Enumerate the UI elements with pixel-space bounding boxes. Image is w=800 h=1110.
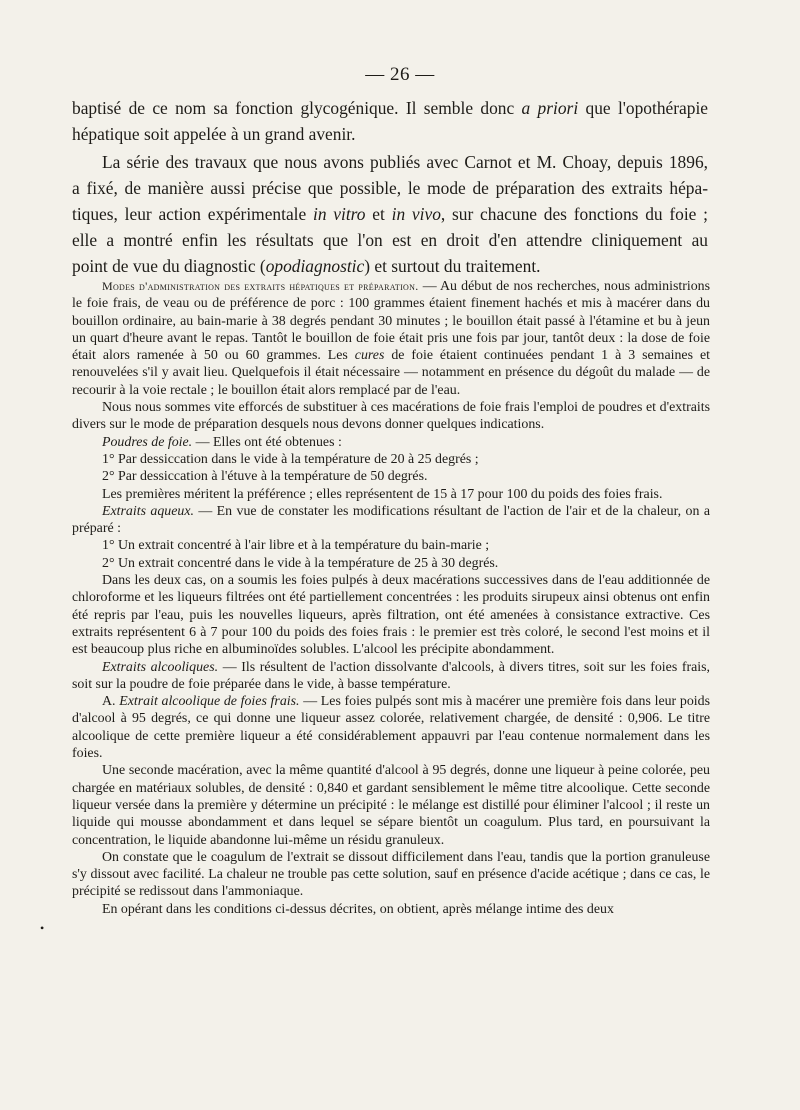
serie-line-3 (72, 201, 708, 227)
serie-paragraph (72, 149, 708, 279)
paragraph-aqueux (72, 503, 710, 538)
list-item-poudres-2: 2° Par dessiccation à l'étuve à la température de 50 degrés. (102, 469, 428, 485)
text-run: — Elles ont été obtenues : (192, 434, 342, 450)
serie-line-5 (72, 253, 708, 279)
margin-mark: • (40, 921, 45, 935)
text-run: et (372, 204, 385, 225)
text-run: de foie étaient continuées pendant 1 à 3 semaines et renouvelées s'il y avait lieu. Quelquefois il était nécessaire — notamment en présence du dégoût du malade — de recourir à la voie rectale ; le bouillon était alors remplacé par de l'eau. (72, 348, 710, 398)
italic-run: cures (354, 348, 385, 364)
text-run: , sur chacune des fonctions du foie ; (440, 204, 708, 225)
italic-run: Extraits aqueux. (102, 503, 194, 519)
italic-run: in vitro (313, 204, 366, 225)
paragraph-modes (72, 278, 710, 399)
text-run: — Les foies pulpés sont mis à macérer une première fois dans leur poids d'alcool à 95 degrés, ce qui donne une liqueur assez colorée, relativement chargée, de densité : 0,906. Le titre alcoolique de cette première liqueur a été considérablement appauvri par l'eau contenue normalement dans les foies. (72, 694, 710, 762)
italic-run: opodiagnostic (265, 256, 365, 277)
list-item-poudres-1: 1° Par dessiccation dans le vide à la température de 20 à 25 degrés ; (102, 451, 479, 467)
paragraph-alcooliques (72, 659, 710, 694)
intro-line-2: hépatique soit appelée à un grand avenir. (72, 124, 356, 145)
italic-run: Extrait alcoolique de foies frais. (119, 694, 300, 710)
paragraph-a (72, 693, 710, 762)
text-run: ) et surtout du traitement. (364, 256, 541, 277)
paragraph-seconde: Une seconde macération, avec la même quantité d'alcool à 95 degrés, donne une liqueur à peine colorée, peu chargée en matériaux solubles, de densité : 0,840 et gardant sensiblement le même titre alcoolique. Cette seconde liqueur versée dans la première y détermine un précipité : le mélange est distillé pour éliminer l'alcool ; il reste un liquide qui mousse abondamment et dans lequel se sépare bientôt un coagulum. Plus tard, en poursuivant la concentration, le liquide abandonne lui-même un résidu granuleux. (72, 763, 710, 848)
paragraph-constate: On constate que le coagulum de l'extrait se dissout difficilement dans l'eau, tandis que la portion granuleuse s'y dissout avec facilité. La chaleur ne trouble pas cette solution, sauf en présence d'acide acétique ; dans ce cas, le précipité se redissout dans l'ammoniaque. (72, 849, 710, 900)
text-run: point de vue du diagnostic ( (72, 256, 266, 277)
page-number: — 26 — (365, 64, 435, 85)
serie-line-2: a fixé, de manière aussi précise que possible, le mode de préparation des extraits hépa- (72, 178, 708, 199)
paragraph-deux-cas: Dans les deux cas, on a soumis les foies pulpés à deux macérations successives dans de l'eau additionnée de chloroforme et les liqueurs filtrées ont été partiellement concentrées : les produits sirupeux ainsi obtenus ont enfin été repris par l'eau, puis les nouvelles liqueurs, après filtration, ont été amenées à consistance extractive. Ces extraits représentent 6 à 7 pour 100 du poids des foies frais : le premier est très coloré, le second l'est moins et il est beaucoup plus riche en albuminoïdes solubles. L'alcool les précipite abondamment. (72, 573, 710, 658)
section-heading: Modes d'administration des extraits hépatiques et préparation. (102, 279, 419, 293)
text-run: que l'opothérapie (585, 98, 708, 118)
body-small-text (72, 278, 710, 918)
serie-line-4: elle a montré enfin les résultats que l'on est en droit d'en attendre cliniquement au (72, 230, 708, 251)
paragraph-substituer: Nous nous sommes vite efforcés de substituer à ces macérations de foie frais l'emploi de poudres et d'extraits divers sur le mode de préparation desquels nous devons donner quelques indications. (72, 400, 710, 433)
text-run: tiques, leur action expérimentale (72, 204, 307, 225)
text-run: — Au début de nos recherches, nous administrions le foie frais, de veau ou de préférence de porc : 100 grammes étaient finement hachés et mis à macérer dans du bouillon ordinaire, au bain-marie à 38 degrés pendant 30 minutes ; le bouillon était passé à l'étamine et bu à jeun un quart d'heure avant le repas. Tantôt le bouillon de foie était pris une fois par jour, tantôt deux : la dose de foie était alors ramenée à 50 ou 60 grammes. Les (72, 279, 710, 364)
intro-paragraph (72, 95, 708, 147)
paragraph-premieres: Les premières méritent la préférence ; elles représentent de 15 à 17 pour 100 du poids des foies frais. (102, 486, 663, 502)
paragraph-operant: En opérant dans les conditions ci-dessus décrites, on obtient, après mélange intime des deux (102, 901, 614, 917)
serie-line-1: La série des travaux que nous avons publiés avec Carnot et M. Choay, depuis 1896, (102, 152, 708, 172)
list-item-aqueux-1: 1° Un extrait concentré à l'air libre et à la température du bain-marie ; (102, 538, 490, 554)
list-item-aqueux-2: 2° Un extrait concentré dans le vide à la température de 25 à 30 degrés. (102, 555, 499, 571)
italic-run: Extraits alcooliques. (102, 659, 219, 675)
paragraph-poudres (72, 434, 710, 451)
italic-run: a priori (521, 98, 579, 118)
text-run: baptisé de ce nom sa fonction glycogénique. Il semble donc (72, 98, 515, 118)
text-run: — En vue de constater les modifications résultant de l'action de l'air et de la chaleur, on a préparé : (72, 503, 710, 537)
intro-line-1 (72, 95, 708, 121)
italic-run: Poudres de foie. (102, 434, 193, 450)
italic-run: in vivo (391, 204, 441, 225)
text-run: A. (102, 694, 116, 710)
text-run: — Ils résultent de l'action dissolvante d'alcools, à divers titres, soit sur les foies frais, soit sur la poudre de foie préparée dans le vide, à basse température. (72, 659, 710, 692)
